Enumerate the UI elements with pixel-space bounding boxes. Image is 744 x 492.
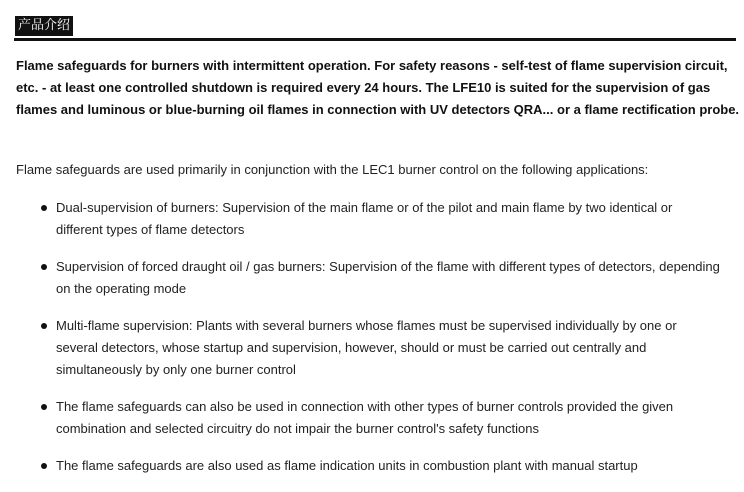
bullet-icon [41, 264, 47, 270]
applications-list [0, 197, 744, 492]
applications-lead: Flame safeguards are used primarily in conjunction with the LEC1 burner control on the following applications: [16, 162, 649, 177]
intro-paragraph: Flame safeguards for burners with intermittent operation. For safety reasons - self-test of flame supervision circuit, etc. - at least one controlled shutdown is required every 24 hours. The LFE10 is suited for the supervision of gas flames and luminous or blue-burning oil flames in connection with UV detectors QRA... or a flame rectification probe. [16, 58, 740, 117]
bullet-icon [41, 463, 47, 469]
list-item-text: The flame safeguards are also used as flame indication units in combustion plant with manual startup [56, 458, 638, 473]
bullet-icon [41, 205, 47, 211]
list-item-text: Dual-supervision of burners: Supervision of the main flame or of the pilot and main flame by two identical or different types of flame detectors [56, 200, 673, 237]
bullet-icon [41, 323, 47, 329]
list-item-text: Supervision of forced draught oil / gas burners: Supervision of the flame with different types of detectors, depending on the operating mode [56, 259, 720, 296]
list-item [0, 455, 744, 477]
list-item [0, 197, 744, 241]
list-item [0, 256, 744, 300]
bullet-icon [41, 404, 47, 410]
list-item-text: Multi-flame supervision: Plants with several burners whose flames must be supervised individually by one or several detectors, whose startup and supervision, however, should or must be carried out centrally and simultaneously by only one burner control [56, 318, 677, 377]
section-header [14, 14, 736, 41]
list-item [0, 315, 744, 381]
section-title: 产品介绍 [15, 16, 73, 36]
list-item [0, 396, 744, 440]
list-item-text: The flame safeguards can also be used in connection with other types of burner controls provided the given combination and selected circuitry do not impair the burner control's safety functions [56, 399, 674, 436]
